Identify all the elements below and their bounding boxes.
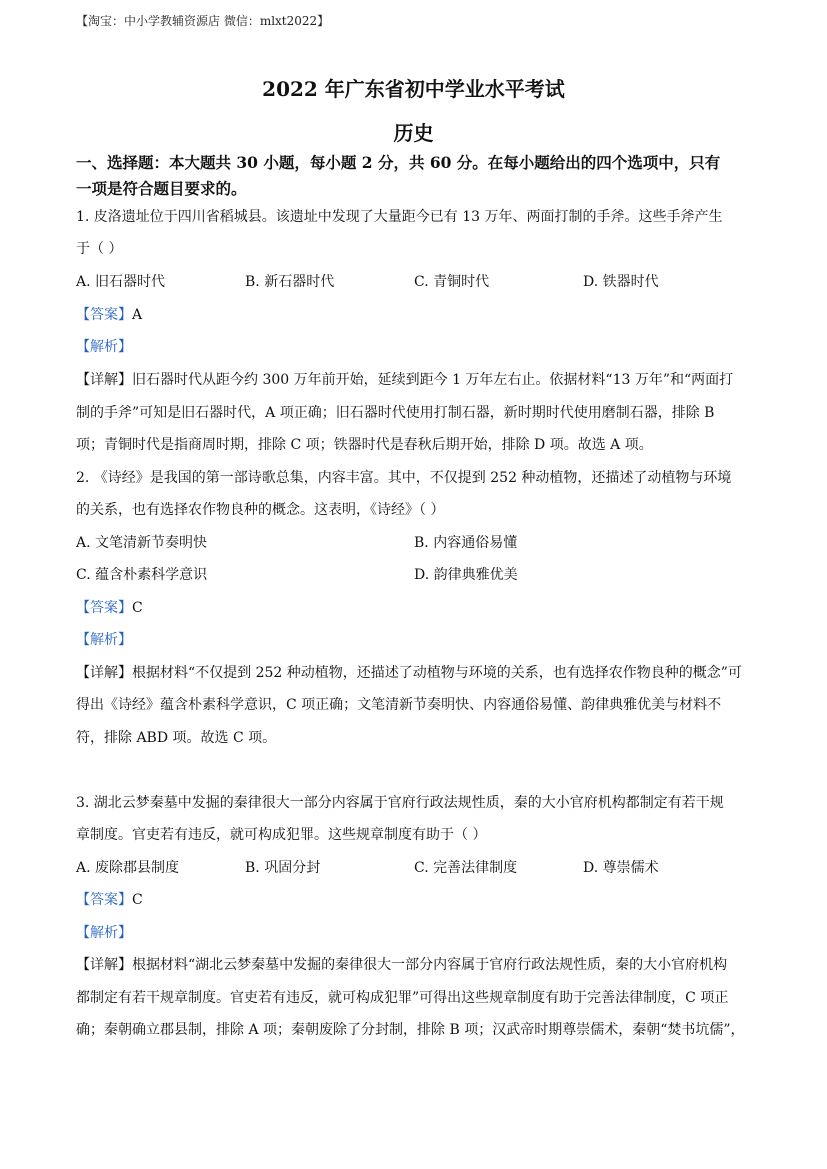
- q3-detail-line-1: [76, 955, 757, 975]
- analysis-tag: 【解析】: [76, 632, 132, 648]
- q3-option-b: B. 巩固分封: [245, 860, 321, 876]
- q1-option-b: B. 新石器时代: [245, 274, 335, 290]
- q2-stem-line-1: 2. 《诗经》是我国的第一部诗歌总集，内容丰富。其中，不仅提到 252 种动植物，还描述了动植物与环境: [76, 470, 732, 486]
- q3-stem-line-1: 3. 湖北云梦秦墓中发掘的秦律很大一部分内容属于官府行政法规性质，秦的大小官府机构都制定有若干规: [76, 795, 724, 811]
- section-heading-line-1: 一、选择题：本大题共 30 小题，每小题 2 分，共 60 分。在每小题给出的四个选项中，只有: [76, 153, 721, 172]
- answer-tag: 【答案】: [76, 600, 132, 616]
- q2-answer: [76, 598, 757, 618]
- q1-stem-line-2: 于（ ）: [76, 241, 123, 257]
- q2-detail-line-1: [76, 663, 757, 683]
- q2-detail-text-1: 根据材料“不仅提到 252 种动植物，还描述了动植物与环境的关系，也有选择农作物良种的概念”可: [132, 665, 742, 681]
- q2-detail-line-2: 得出《诗经》蕴含朴素科学意识，C 项正确；文笔清新节奏明快、内容通俗易懂、韵律典雅优美与材料不: [76, 697, 722, 713]
- q1-stem-line-1: 1. 皮洛遗址位于四川省稻城县。该遗址中发现了大量距今已有 13 万年、两面打制的手斧。这些手斧产生: [76, 209, 723, 225]
- q3-detail-line-2: 都制定有若干规章制度。官吏若有违反，就可构成犯罪”可得出这些规章制度有助于完善法律制度，C 项正: [76, 990, 729, 1006]
- q1-answer: [76, 305, 757, 325]
- q2-detail-line-3: 符，排除 ABD 项。故选 C 项。: [76, 730, 277, 746]
- q1-answer-value: A: [132, 307, 143, 323]
- q2-option-b: B. 内容通俗易懂: [414, 535, 518, 551]
- q1-option-d: D. 铁器时代: [583, 274, 659, 290]
- q1-option-a: A. 旧石器时代: [76, 274, 166, 290]
- q3-option-d: D. 尊崇儒术: [583, 860, 659, 876]
- analysis-tag: 【解析】: [76, 925, 132, 941]
- detail-tag: 【详解】: [76, 957, 132, 973]
- section-heading-line-2: 一项是符合题目要求的。: [76, 179, 247, 198]
- q1-analysis: [76, 337, 757, 357]
- q3-detail-line-3: 确；秦朝确立郡县制，排除 A 项；秦朝废除了分封制，排除 B 项；汉武帝时期尊崇儒术，秦朝“焚书坑儒”，: [76, 1022, 745, 1038]
- answer-tag: 【答案】: [76, 307, 132, 323]
- watermark-text: 【淘宝：中小学教辅资源店 微信：mlxt2022】: [76, 14, 330, 28]
- q3-analysis: [76, 923, 757, 943]
- q2-option-d: D. 韵律典雅优美: [414, 567, 518, 583]
- q1-detail-line-2: 制的手斧”可知是旧石器时代，A 项正确；旧石器时代使用打制石器，新时期时代使用磨制石器，排除 B: [76, 405, 715, 421]
- q2-stem-line-2: 的关系，也有选择农作物良种的概念。这表明，《诗经》（ ）: [76, 502, 445, 518]
- analysis-tag: 【解析】: [76, 339, 132, 355]
- q3-answer: [76, 890, 757, 910]
- detail-tag: 【详解】: [76, 372, 132, 388]
- q3-option-a: A. 废除郡县制度: [76, 860, 180, 876]
- q2-analysis: [76, 630, 757, 650]
- q3-answer-value: C: [132, 892, 143, 908]
- q3-option-c: C. 完善法律制度: [414, 860, 518, 876]
- exam-title: 2022 年广东省初中学业水平考试: [262, 77, 565, 101]
- detail-tag: 【详解】: [76, 665, 132, 681]
- q1-option-c: C. 青铜时代: [414, 274, 490, 290]
- q1-detail-line-3: 项；青铜时代是指商周时期，排除 C 项；铁器时代是春秋后期开始，排除 D 项。故选 A 项。: [76, 437, 653, 453]
- q1-detail-text-1: 旧石器时代从距今约 300 万年前开始，延续到距今 1 万年左右止。依据材料“13 万年”和“两面打: [132, 372, 734, 388]
- q3-stem-line-2: 章制度。官吏若有违反，就可构成犯罪。这些规章制度有助于（ ）: [76, 827, 487, 843]
- answer-tag: 【答案】: [76, 892, 132, 908]
- q2-option-c: C. 蕴含朴素科学意识: [76, 567, 208, 583]
- q2-answer-value: C: [132, 600, 143, 616]
- subject-title: 历史: [393, 121, 434, 145]
- q2-option-a: A. 文笔清新节奏明快: [76, 535, 208, 551]
- q3-detail-text-1: 根据材料“湖北云梦秦墓中发掘的秦律很大一部分内容属于官府行政法规性质，秦的大小官府机构: [132, 957, 728, 973]
- q1-detail-line-1: [76, 370, 757, 390]
